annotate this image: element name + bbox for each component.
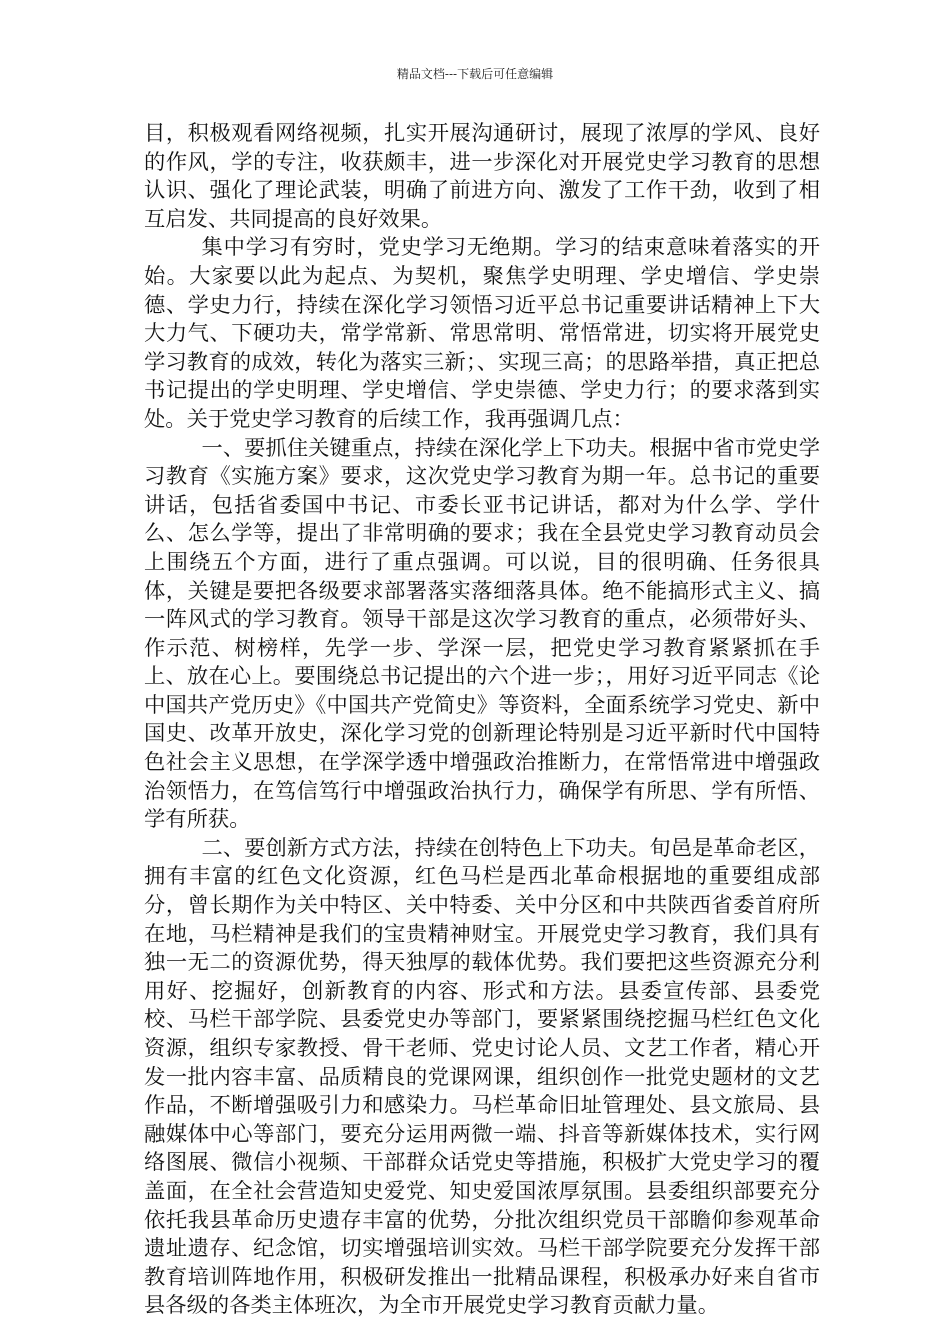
paragraph-point-one: 一、要抓住关键重点，持续在深化学上下功夫。根据中省市党史学习教育《实施方案》要求，这次党史学习教育为期一年。总书记的重要讲话，包括省委国中书记、市委长亚书记讲话，都对为什么学、学什么、怎么学等，提出了非常明确的要求；我在全县党史学习教育动员会上围绕五个方面，进行了重点强调。可以说，目的很明确、任务很具体，关键是要把各级要求部署落实落细落具体。绝不能搞形式主义、搞一阵风式的学习教育。领导干部是这次学习教育的重点，必须带好头、作示范、树榜样，先学一步、学深一层，把党史学习教育紧紧抓在手上、放在心上。要围绕总书记提出的六个进一步；，用好习近平同志《论中国共产党历史》《中国共产党简史》等资料，全面系统学习党史、新中国史、改革开放史，深化学习党的创新理论特别是习近平新时代中国特色社会主义思想，在学深学透中增强政治推断力，在常悟常进中增强政治领悟力，在笃信笃行中增强政治执行力，确保学有所思、学有所悟、学有所获。 <box>144 435 820 833</box>
document-body <box>144 120 820 1321</box>
paragraph-continuation: 目，积极观看网络视频，扎实开展沟通研讨，展现了浓厚的学风、良好的作风，学的专注，收获颇丰，进一步深化对开展党史学习教育的思想认识、强化了理论武装，明确了前进方向、激发了工作干劲，收到了相互启发、共同提高的良好效果。 <box>144 121 820 232</box>
paragraph-intro: 集中学习有穷时，党史学习无绝期。学习的结束意味着落实的开始。大家要以此为起点、为契机，聚焦学史明理、学史增信、学史崇德、学史力行，持续在深化学习领悟习近平总书记重要讲话精神上下大大力气、下硬功夫，常学常新、常思常明、常悟常进，切实将开展党史学习教育的成效，转化为落实三新；、实现三高；的思路举措，真正把总书记提出的学史明理、学史增信、学史崇德、学史力行；的要求落到实处。关于党史学习教育的后续工作，我再强调几点： <box>144 235 820 432</box>
page-header: 精品文档---下载后可任意编辑 <box>396 67 554 81</box>
paragraph-point-two: 二、要创新方式方法，持续在创特色上下功夫。旬邑是革命老区，拥有丰富的红色文化资源，红色马栏是西北革命根据地的重要组成部分，曾长期作为关中特区、关中特委、关中分区和中共陕西省委首府所在地，马栏精神是我们的宝贵精神财宝。开展党史学习教育，我们具有独一无二的资源优势，得天独厚的载体优势。我们要把这些资源充分利用好、挖掘好，创新教育的内容、形式和方法。县委宣传部、县委党校、马栏干部学院、县委党史办等部门，要紧紧围绕挖掘马栏红色文化资源，组织专家教授、骨干老师、党史讨论人员、文艺工作者，精心开发一批内容丰富、品质精良的党课网课，组织创作一批党史题材的文艺作品，不断增强吸引力和感染力。马栏革命旧址管理处、县文旅局、县融媒体中心等部门，要充分运用两微一端、抖音等新媒体技术，实行网络图展、微信小视频、干部群众话党史等措施，积极扩大党史学习的覆盖面，在全社会营造知史爱党、知史爱国浓厚氛围。县委组织部要充分依托我县革命历史遗存丰富的优势，分批次组织党员干部瞻仰参观革命遗址遗存、纪念馆，切实增强培训实效。马栏干部学院要充分发挥干部教育培训阵地作用，积极研发推出一批精品课程，积极承办好来自省市县各级的各类主体班次，为全市开展党史学习教育贡献力量。 <box>144 835 820 1319</box>
